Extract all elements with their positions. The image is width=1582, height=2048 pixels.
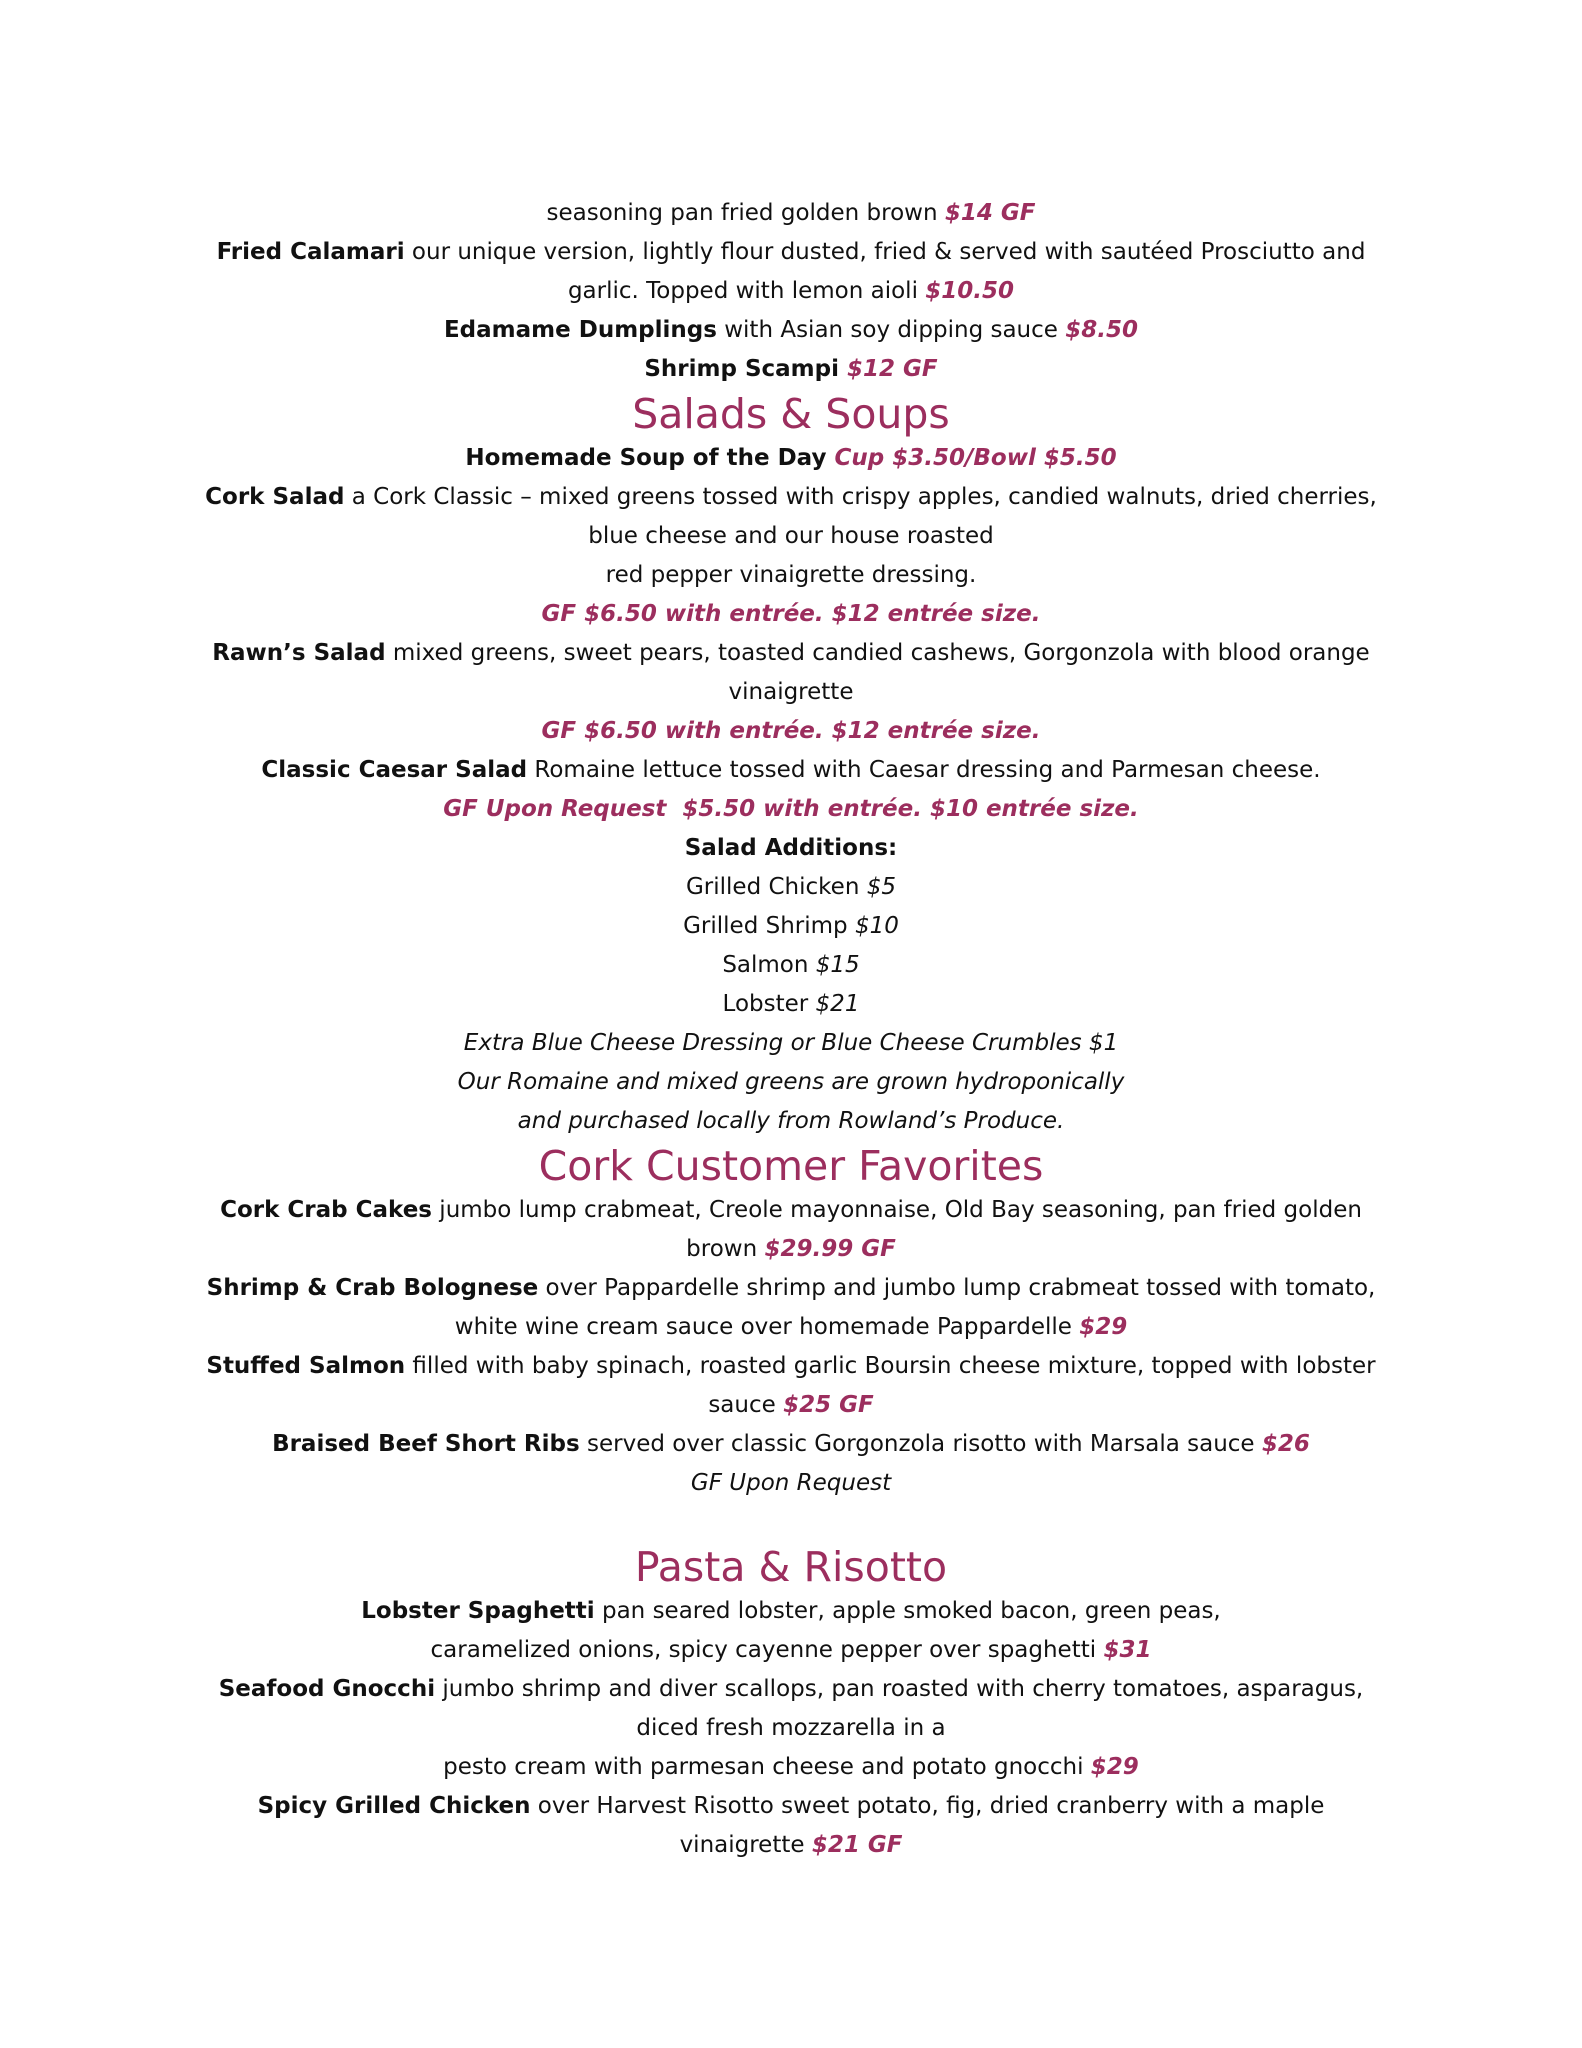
item-desc: Romaine lettuce tossed with Caesar dressing and Parmesan cheese. — [527, 757, 1321, 783]
item-price: $8.50 — [1065, 317, 1139, 343]
menu-item-shrimp-crab-bolognese — [0, 1269, 1582, 1308]
menu-item-short-ribs-note: GF Upon Request — [690, 1470, 892, 1496]
item-desc: filled with baby spinach, roasted garlic Boursin cheese mixture, topped with lobster — [405, 1353, 1376, 1379]
menu-item-spicy-grilled-chicken — [0, 1787, 1582, 1826]
salad-note-local: and purchased locally from Rowland’s Produce. — [517, 1108, 1065, 1134]
item-desc: with Asian soy dipping sauce — [716, 317, 1066, 343]
salad-addition-item — [0, 868, 1582, 907]
crab-bites-continuation — [0, 194, 1582, 233]
menu-item-spicy-grilled-chicken-cont — [0, 1826, 1582, 1865]
item-name: Cork Crab Cakes — [220, 1197, 432, 1223]
section-heading-customer-favorites: Cork Customer Favorites — [538, 1142, 1044, 1190]
menu-item-cork-salad — [0, 478, 1582, 517]
salad-addition-item — [0, 907, 1582, 946]
menu-item-edamame-dumplings — [0, 311, 1582, 350]
item-name: Braised Beef Short Ribs — [272, 1431, 580, 1457]
menu-item-fried-calamari — [0, 233, 1582, 272]
item-price: $31 — [1103, 1637, 1152, 1663]
menu-page — [0, 194, 1582, 1865]
menu-item-caesar-salad — [0, 751, 1582, 790]
item-desc: served over classic Gorgonzola risotto with Marsala sauce — [579, 1431, 1262, 1457]
item-name: Classic Caesar Salad — [261, 757, 528, 783]
menu-item-rawns-salad-cont: vinaigrette — [728, 679, 854, 705]
menu-item-seafood-gnocchi-cont2 — [0, 1748, 1582, 1787]
menu-item-seafood-gnocchi-cont: diced fresh mozzarella in a — [636, 1715, 946, 1741]
section-heading-pasta-risotto: Pasta & Risotto — [634, 1543, 948, 1591]
item-desc: brown — [686, 1236, 765, 1262]
item-price: Cup $3.50/Bowl $5.50 — [826, 445, 1117, 471]
item-price: $26 — [1261, 1431, 1310, 1457]
item-name: Fried Calamari — [216, 239, 405, 265]
item-desc: over Pappardelle shrimp and jumbo lump crabmeat tossed with tomato, — [538, 1275, 1376, 1301]
item-name: Lobster Spaghetti — [361, 1598, 595, 1624]
salad-addition-item — [0, 946, 1582, 985]
item-name: Seafood Gnocchi — [218, 1676, 436, 1702]
menu-item-cork-salad-price: GF $6.50 with entrée. $12 entrée size. — [541, 601, 1041, 627]
item-name: Shrimp & Crab Bolognese — [206, 1275, 539, 1301]
addition-name: Salmon — [722, 952, 816, 978]
item-price: $29 — [1079, 1314, 1128, 1340]
item-name: Cork Salad — [205, 484, 345, 510]
item-name: Homemade Soup of the Day — [465, 445, 827, 471]
item-desc: our unique version, lightly flour dusted, fried & served with sautéed Prosciutto and — [404, 239, 1366, 265]
addition-name: Grilled Chicken — [685, 874, 867, 900]
item-desc: garlic. Topped with lemon aioli — [567, 278, 926, 304]
item-price: $29 — [1090, 1754, 1139, 1780]
item-desc: a Cork Classic – mixed greens tossed with crispy apples, candied walnuts, dried cherries, — [344, 484, 1377, 510]
item-desc: over Harvest Risotto sweet potato, fig, dried cranberry with a maple — [530, 1793, 1325, 1819]
item-desc: pesto cream with parmesan cheese and potato gnocchi — [443, 1754, 1091, 1780]
item-price: $14 GF — [944, 200, 1036, 226]
menu-item-stuffed-salmon — [0, 1347, 1582, 1386]
addition-price: $5 — [866, 874, 896, 900]
menu-item-rawns-salad-price: GF $6.50 with entrée. $12 entrée size. — [541, 718, 1041, 744]
item-name: Edamame Dumplings — [443, 317, 717, 343]
menu-item-rawns-salad — [0, 634, 1582, 673]
item-price: $29.99 GF — [764, 1236, 896, 1262]
item-desc: caramelized onions, spicy cayenne pepper over spaghetti — [430, 1637, 1104, 1663]
menu-item-lobster-spaghetti-cont — [0, 1631, 1582, 1670]
salad-note-blue-cheese: Extra Blue Cheese Dressing or Blue Cheese Crumbles $1 — [463, 1030, 1119, 1056]
item-desc: pan seared lobster, apple smoked bacon, green peas, — [594, 1598, 1221, 1624]
salad-additions-label: Salad Additions: — [684, 835, 898, 861]
item-price: $25 GF — [783, 1392, 874, 1418]
item-desc: vinaigrette — [679, 1832, 812, 1858]
item-price: $12 GF — [839, 356, 938, 382]
menu-item-crab-cakes — [0, 1191, 1582, 1230]
menu-item-shrimp-crab-bolognese-cont — [0, 1308, 1582, 1347]
addition-price: $10 — [854, 913, 899, 939]
salad-addition-item — [0, 985, 1582, 1024]
item-name: Shrimp Scampi — [644, 356, 839, 382]
menu-item-soup-of-the-day — [0, 439, 1582, 478]
salad-note-hydroponic: Our Romaine and mixed greens are grown hydroponically — [457, 1069, 1125, 1095]
item-desc: jumbo lump crabmeat, Creole mayonnaise, Old Bay seasoning, pan fried golden — [432, 1197, 1362, 1223]
menu-item-short-ribs — [0, 1425, 1582, 1464]
menu-item-crab-cakes-cont — [0, 1230, 1582, 1269]
menu-item-fried-calamari-cont — [0, 272, 1582, 311]
menu-item-stuffed-salmon-cont — [0, 1386, 1582, 1425]
item-price: $10.50 — [925, 278, 1015, 304]
item-name: Rawn’s Salad — [212, 640, 386, 666]
item-desc: jumbo shrimp and diver scallops, pan roasted with cherry tomatoes, asparagus, — [435, 1676, 1364, 1702]
item-name: Stuffed Salmon — [206, 1353, 406, 1379]
menu-item-cork-salad-cont2: red pepper vinaigrette dressing. — [605, 562, 977, 588]
menu-item-cork-salad-cont: blue cheese and our house roasted — [588, 523, 994, 549]
section-heading-salads-soups: Salads & Soups — [632, 390, 950, 438]
section-spacer — [0, 1503, 1582, 1542]
addition-price: $21 — [815, 991, 860, 1017]
menu-item-caesar-salad-price: GF Upon Request $5.50 with entrée. $10 entrée size. — [443, 796, 1139, 822]
item-price: $21 GF — [811, 1832, 903, 1858]
addition-name: Lobster — [722, 991, 816, 1017]
item-name: Spicy Grilled Chicken — [257, 1793, 531, 1819]
menu-item-shrimp-scampi — [0, 350, 1582, 389]
item-desc: white wine cream sauce over homemade Pappardelle — [454, 1314, 1080, 1340]
addition-name: Grilled Shrimp — [683, 913, 855, 939]
menu-item-lobster-spaghetti — [0, 1592, 1582, 1631]
item-desc: sauce — [708, 1392, 784, 1418]
menu-item-seafood-gnocchi — [0, 1670, 1582, 1709]
item-desc: seasoning pan fried golden brown — [546, 200, 945, 226]
addition-price: $15 — [815, 952, 860, 978]
item-desc: mixed greens, sweet pears, toasted candied cashews, Gorgonzola with blood orange — [385, 640, 1370, 666]
